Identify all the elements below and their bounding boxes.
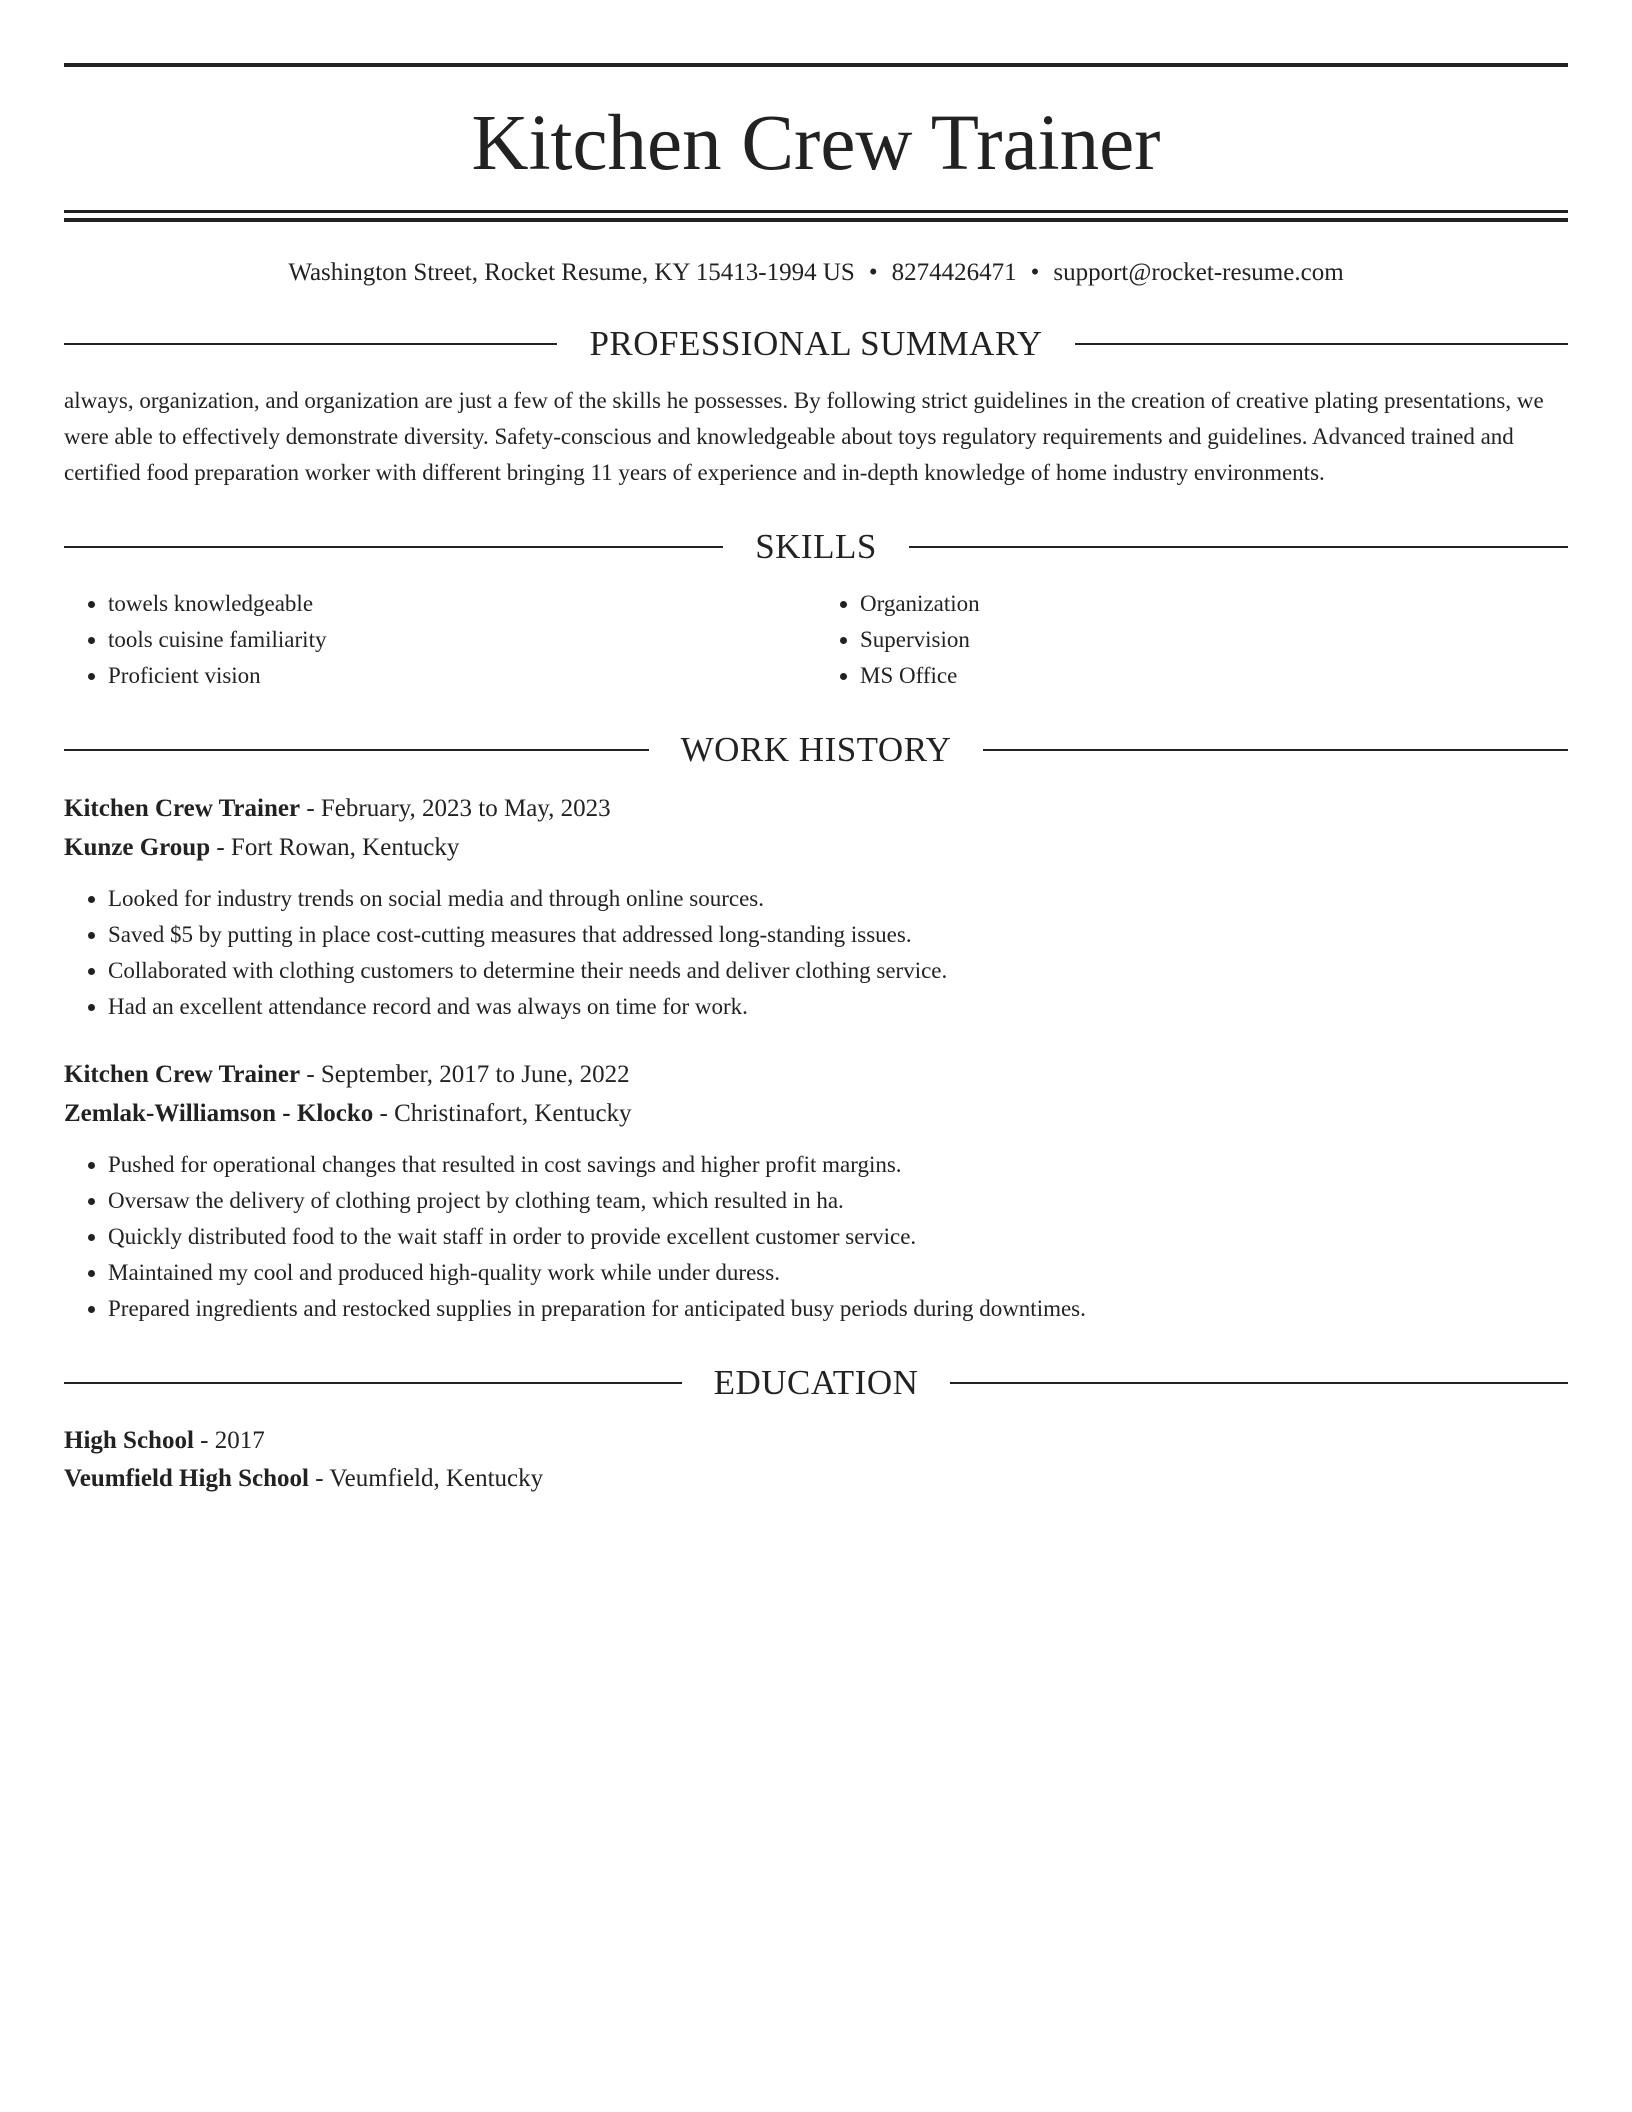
section-title: EDUCATION [713, 1363, 919, 1402]
education-school: Veumfield High School [64, 1465, 309, 1492]
skill-item: • Supervision [860, 622, 1568, 658]
skills-column-left [64, 586, 816, 694]
skill-item: • towels knowledgeable [108, 586, 816, 622]
summary-text: always, organization, and organization are just a few of the skills he possesses. By following strict guidelines in the creation of creative plating presentations, we were able to effectively demonstrate diversity. Safety-conscious and knowledgeable about toys regulatory requirements and guidelines. Advanced trained and certified food preparation worker with different bringing 11 years of experience and in-depth knowledge of home industry environments. [64, 388, 1544, 485]
contact-line [64, 258, 1568, 288]
heading-rule-left [64, 749, 649, 751]
job-bullet: • Collaborated with clothing customers to determine their needs and deliver clothing service. [108, 953, 1568, 989]
job-bullets [64, 881, 1568, 1025]
section-title: SKILLS [755, 527, 877, 566]
resume-name: Kitchen Crew Trainer [471, 100, 1161, 187]
section-heading-work [64, 732, 1568, 767]
education-location: - Veumfield, Kentucky [308, 1465, 544, 1492]
skills-list [64, 586, 1568, 694]
section-heading-education [64, 1365, 1568, 1400]
section-heading-summary [64, 326, 1568, 361]
heading-rule-left [64, 1382, 682, 1384]
job-bullets [64, 1147, 1568, 1327]
job-title-line [64, 1055, 1568, 1094]
section-title: PROFESSIONAL SUMMARY [589, 324, 1043, 363]
header-top-rule [64, 63, 1568, 67]
skill-item: • Proficient vision [108, 658, 816, 694]
education-degree: High School [64, 1427, 194, 1454]
skill-item: • MS Office [860, 658, 1568, 694]
job-company-line [64, 828, 1568, 867]
job-bullet: • Pushed for operational changes that resulted in cost savings and higher profit margins. [108, 1147, 1568, 1183]
job-dates: - September, 2017 to June, 2022 [300, 1061, 630, 1088]
skill-item: • tools cuisine familiarity [108, 622, 816, 658]
job-location: - Christinafort, Kentucky [373, 1100, 632, 1127]
header-double-rule [64, 210, 1568, 222]
education-school-line [64, 1460, 1568, 1498]
job-entry [64, 789, 1568, 1025]
education-entry [64, 1422, 1568, 1498]
contact-separator: • [1030, 259, 1040, 286]
skill-item: • Organization [860, 586, 1568, 622]
section-heading-skills [64, 529, 1568, 564]
contact-address: Washington Street, Rocket Resume, KY 15413-1994 US [288, 259, 855, 286]
contact-separator: • [868, 259, 878, 286]
job-dates: - February, 2023 to May, 2023 [300, 795, 611, 822]
heading-rule-left [64, 546, 723, 548]
job-role: Kitchen Crew Trainer [64, 1061, 301, 1088]
job-company-line [64, 1094, 1568, 1133]
education-year: - 2017 [193, 1427, 265, 1454]
job-bullet: • Looked for industry trends on social media and through online sources. [108, 881, 1568, 917]
job-bullet: • Oversaw the delivery of clothing project by clothing team, which resulted in ha. [108, 1183, 1568, 1219]
job-role: Kitchen Crew Trainer [64, 795, 301, 822]
job-bullet: • Quickly distributed food to the wait staff in order to provide excellent customer service. [108, 1219, 1568, 1255]
contact-phone: 8274426471 [891, 259, 1017, 286]
job-company: Kunze Group [64, 834, 211, 861]
job-bullet: • Maintained my cool and produced high-quality work while under duress. [108, 1255, 1568, 1291]
heading-rule-right [983, 749, 1568, 751]
job-company: Zemlak-Williamson - Klocko [64, 1100, 374, 1127]
contact-email: support@rocket-resume.com [1053, 259, 1344, 286]
heading-rule-right [1075, 343, 1568, 345]
job-bullet: • Saved $5 by putting in place cost-cutting measures that addressed long-standing issues. [108, 917, 1568, 953]
education-degree-line [64, 1422, 1568, 1460]
job-bullet: • Prepared ingredients and restocked supplies in preparation for anticipated busy periods during downtimes. [108, 1291, 1568, 1327]
job-title-line [64, 789, 1568, 828]
heading-rule-right [909, 546, 1568, 548]
heading-rule-left [64, 343, 557, 345]
job-bullet: • Had an excellent attendance record and was always on time for work. [108, 989, 1568, 1025]
job-entry [64, 1055, 1568, 1327]
heading-rule-right [950, 1382, 1568, 1384]
job-location: - Fort Rowan, Kentucky [210, 834, 460, 861]
section-title: WORK HISTORY [680, 730, 952, 769]
skills-column-right [816, 586, 1568, 694]
